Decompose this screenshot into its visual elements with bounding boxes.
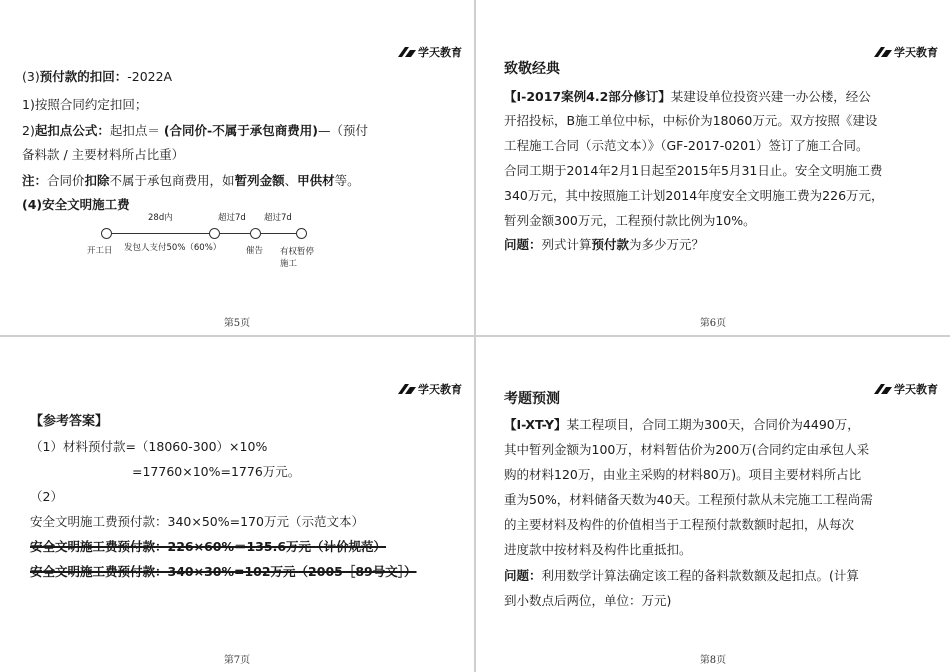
slide-page-6	[476, 0, 950, 335]
timeline-node-start	[101, 228, 112, 239]
case-line-2: 开招投标，B施工单位中标，中标价为18060万元。双方按照《建设	[504, 113, 878, 128]
deduction-heading: (3)预付款的扣回：-2022A	[22, 69, 173, 84]
timeline-label-start-day: 开工日	[87, 246, 113, 256]
timeline-node-suspend	[296, 228, 307, 239]
answer-line-4: 安全文明施工费预付款：340×50%=170万元（示范文本）	[30, 514, 364, 529]
brand-logo-icon	[398, 47, 416, 57]
page-number: 第6页	[699, 318, 727, 329]
question-line: 问题：利用数学计算法确定该工程的备料款数额及起扣点。(计算	[504, 568, 859, 583]
brand-logo-icon	[874, 47, 892, 57]
slide-page-8	[476, 337, 950, 672]
brand-name: 学天教育	[418, 383, 462, 396]
brand-logo-icon	[874, 384, 892, 394]
slide-page-7	[0, 337, 474, 672]
deduction-formula-cont: 备料款 / 主要材料所占比重）	[22, 147, 185, 162]
page-number: 第8页	[699, 655, 727, 666]
brand-name: 学天教育	[894, 383, 938, 396]
timeline-line	[106, 233, 302, 234]
timeline-label-over7d-1: 超过7d	[218, 213, 246, 223]
exam-line-5: 的主要材料及构件的价值相当于工程预付款数额时起扣，从每次	[504, 517, 855, 532]
case-line-3: 工程施工合同（示范文本）》（GF-2017-0201）签订了施工合同。	[504, 138, 869, 153]
answer-title: 【参考答案】	[30, 414, 109, 429]
brand-logo-icon	[398, 384, 416, 394]
timeline-label-suspend-1: 有权暂停	[280, 247, 315, 257]
brand-logo	[398, 44, 462, 60]
answer-line-5-struck: 安全文明施工费预付款：226×60%＝135.6万元（计价规范）	[30, 539, 387, 554]
slide-page-5	[0, 0, 474, 335]
exam-line-3: 购的材料120万，由业主采购的材料80万)。项目主要材料所占比	[504, 467, 862, 482]
timeline-node-notice	[250, 228, 261, 239]
deduction-formula: 2)起扣点公式：起扣点＝ (合同价-不属于承包商费用)—（预付	[22, 123, 368, 138]
section-title: 致敬经典	[504, 61, 560, 77]
timeline-node-payment	[209, 228, 220, 239]
safety-fee-heading: (4)安全文明施工费	[22, 197, 130, 212]
case-line-6: 暂列金额300万元，工程预付款比例为10%。	[504, 213, 756, 228]
answer-line-1: （1）材料预付款=（18060-300）×10%	[30, 439, 268, 454]
exam-line-1: 【Ⅰ-XT-Y】某工程项目，合同工期为300天，合同价为4490万，	[504, 417, 860, 432]
page-number: 第7页	[223, 655, 251, 666]
timeline-label-suspend-2: 施工	[280, 259, 298, 269]
brand-logo	[398, 381, 462, 397]
case-line-1: 【Ⅰ-2017案例4.2部分修订】某建设单位投资兴建一办公楼，经公	[504, 89, 871, 104]
answer-line-6-struck: 安全文明施工费预付款：340×30%=102万元（2005［89号文］）	[30, 564, 417, 579]
page-number: 第5页	[223, 318, 251, 329]
section-title: 考题预测	[504, 391, 560, 407]
timeline-label-notice: 催告	[246, 246, 264, 256]
answer-line-2: =17760×10%=1776万元。	[132, 464, 301, 479]
brand-logo	[874, 44, 938, 60]
deduction-note: 注：合同价扣除不属于承包商费用，如暂列金额、甲供材等。	[22, 173, 360, 188]
brand-name: 学天教育	[418, 46, 462, 59]
timeline-label-employer-pay: 发包人支付50%（60%）	[124, 243, 222, 253]
case-line-4: 合同工期于2014年2月1日起至2015年5月31日止。安全文明施工费	[504, 163, 883, 178]
exam-line-2: 其中暂列金额为100万，材料暂估价为200万(合同约定由承包人采	[504, 442, 870, 457]
brand-logo	[874, 381, 938, 397]
deduction-rule-1: 1)按照合同约定扣回；	[22, 97, 148, 112]
answer-line-3: （2）	[30, 489, 63, 504]
exam-line-4: 重为50%，材料储备天数为40天。工程预付款从未完施工工程尚需	[504, 492, 873, 507]
timeline-label-over7d-2: 超过7d	[264, 213, 292, 223]
question-line-2: 到小数点后两位，单位：万元)	[504, 593, 672, 608]
exam-line-6: 进度款中按材料及构件比重抵扣。	[504, 542, 692, 557]
brand-name: 学天教育	[894, 46, 938, 59]
timeline-label-28d: 28d内	[148, 213, 173, 223]
question-line: 问题：列式计算预付款为多少万元？	[504, 237, 705, 252]
case-line-5: 340万元，其中按照施工计划2014年度安全文明施工费为226万元，	[504, 188, 884, 203]
